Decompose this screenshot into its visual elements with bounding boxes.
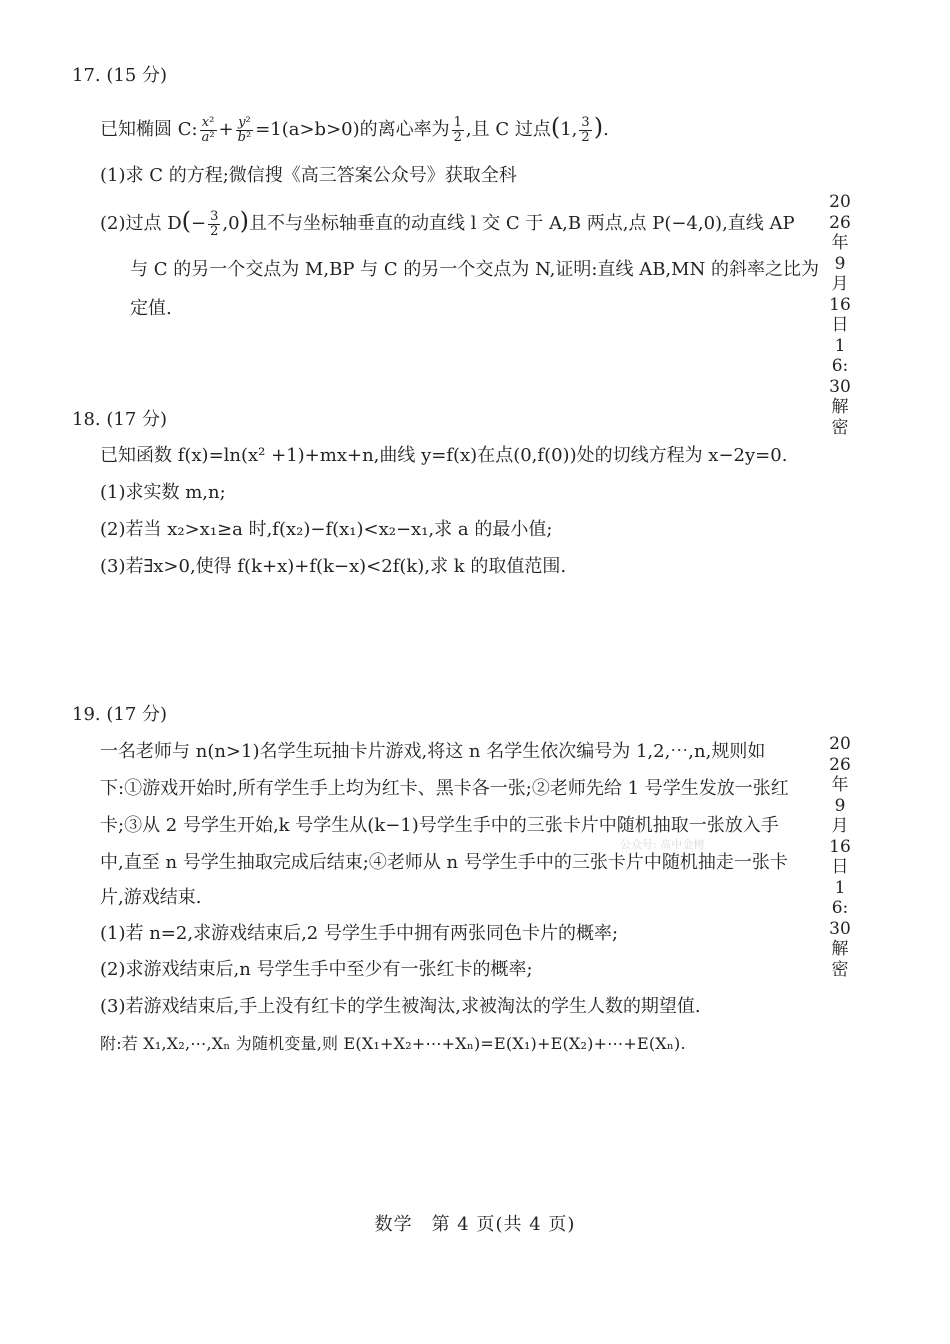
q19-part3: (3)若游戏结束后,手上没有红卡的学生被淘汰,求被淘汰的学生人数的期望值. [100,996,701,1017]
q19-stem-line3: 卡;③从 2 号学生开始,k 号学生从(k−1)号学生手中的三张卡片中随机抽取一张放入手 [100,815,779,836]
q17-stem: 已知椭圆 C: $\frac{\text{x²}}{\text{a²}}$ + $\frac{\text{y²}}{\text{b²}}$ =1(a>b>0)的离心率为 $\frac{1}{2}$ ,且 C 过点(1, $\frac{3}{2}$ ). [100,113,609,145]
q18-part3: (3)若∃x>0,使得 f(k+x)+f(k−x)<2f(k),求 k 的取值范围. [100,556,567,577]
q19-stem-line4: 中,直至 n 号学生抽取完成后结束;④老师从 n 号学生手中的三张卡片中随机抽走一张卡 [100,852,788,873]
q19-heading: 19. (17 分) [72,704,168,725]
q19-stem-line2: 下:①游戏开始时,所有学生手上均为红卡、黑卡各一张;②老师先给 1 号学生发放一张红 [100,778,789,799]
q19-note: 附:若 X₁,X₂,⋯,Xₙ 为随机变量,则 E(X₁+X₂+⋯+Xₙ)=E(X₁)+E(X₂)+⋯+E(Xₙ). [100,1034,686,1053]
q17-part2-prefix: (2)过点 D [100,213,182,234]
frac-3-2: $\frac{3}{2}$ [581,114,590,145]
side-stamp-top: 2026年9月16日16:30解密 [829,192,851,438]
q19-part1: (1)若 n=2,求游戏结束后,2 号学生手中拥有两张同色卡片的概率; [100,923,619,944]
q17-part2-rest: 且不与坐标轴垂直的动直线 l 交 C 于 A,B 两点,点 P(−4,0),直线 AP [248,213,795,234]
q18-heading: 18. (17 分) [72,409,168,430]
q17-stem-prefix: 已知椭圆 C: [100,119,198,140]
page-footer: 数学 第 4 页(共 4 页) [374,1214,576,1235]
frac-3-2-d: $\frac{3}{2}$ [210,208,219,239]
q18-stem: 已知函数 f(x)=ln(x² +1)+mx+n,曲线 y=f(x)在点(0,f(0))处的切线方程为 x−2y=0. [100,445,788,466]
q18-part2: (2)若当 x₂>x₁≥a 时,f(x₂)−f(x₁)<x₂−x₁,求 a 的最小值; [100,519,553,540]
q17-part2-line1: (2)过点 D(− $\frac{3}{2}$ ,0)且不与坐标轴垂直的动直线 l 交 C 于 A,B 两点,点 P(−4,0),直线 AP [100,207,795,239]
q19-stem-line1: 一名老师与 n(n>1)名学生玩抽卡片游戏,将这 n 名学生依次编号为 1,2,⋯,n,规则如 [100,741,766,762]
q17-heading: 17. (15 分) [72,65,168,86]
q17-part2-line2: 与 C 的另一个交点为 M,BP 与 C 的另一个交点为 N,证明:直线 AB,MN 的斜率之比为 [130,259,820,280]
frac-x2-a2: $\frac{\text{x²}}{\text{a²}}$ [201,114,215,145]
frac-y2-b2: $\frac{\text{y²}}{\text{b²}}$ [237,114,252,145]
q19-stem-line5: 片,游戏结束. [100,887,202,908]
watermark: 公众号: 高中金榜 [620,838,705,851]
frac-1-2: $\frac{1}{2}$ [453,114,462,145]
q17-stem-end: ,且 C 过点 [465,119,551,140]
q17-part1: (1)求 C 的方程;微信搜《高三答案公众号》获取全科 [100,165,517,186]
q17-stem-mid: =1(a>b>0)的离心率为 [255,119,450,140]
q17-part2-line3: 定值. [130,298,172,319]
q18-part1: (1)求实数 m,n; [100,482,226,503]
side-stamp-bottom: 2026年9月16日16:30解密 [829,734,851,980]
q19-part2: (2)求游戏结束后,n 号学生手中至少有一张红卡的概率; [100,959,533,980]
